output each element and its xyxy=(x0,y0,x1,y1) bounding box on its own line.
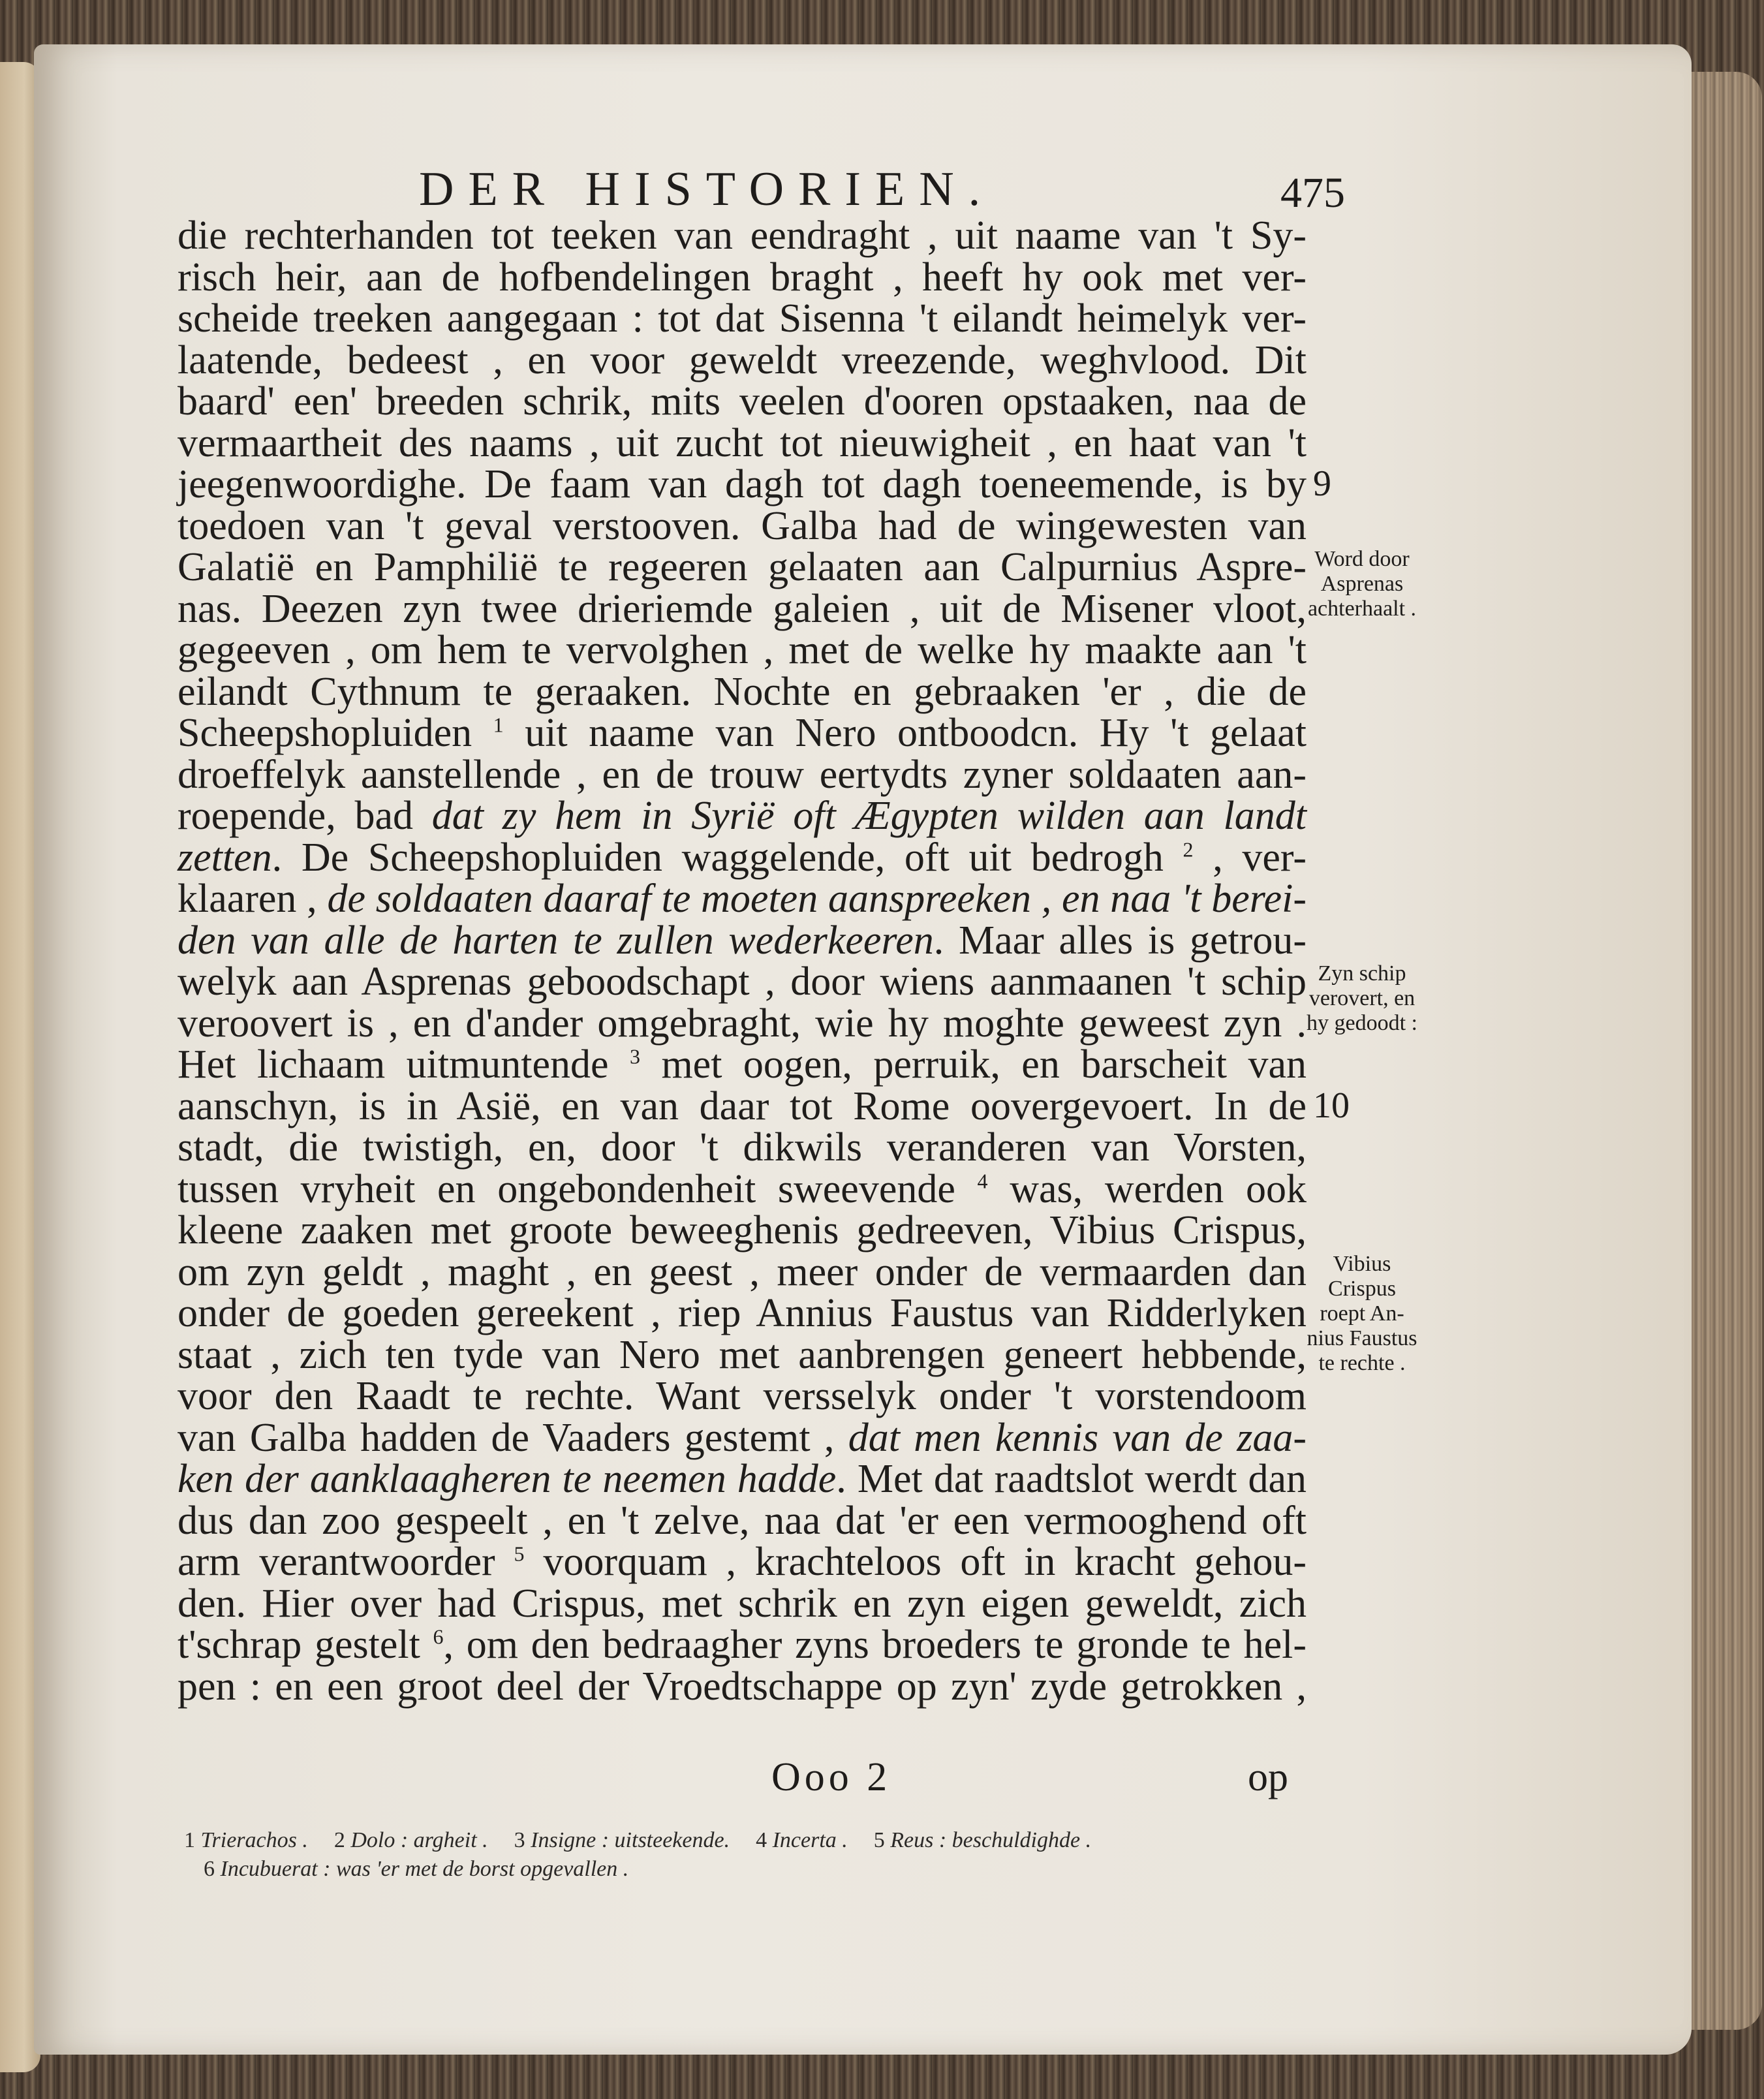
text-line xyxy=(178,1332,1307,1377)
text-line xyxy=(178,298,1307,340)
text-run: arm verantwoorder xyxy=(178,1540,514,1584)
text-line xyxy=(178,1415,1307,1460)
footnote xyxy=(334,1828,488,1852)
section-number: 9 xyxy=(1313,463,1331,504)
text-run: risch heir, aan de hofbendelingen braght , heeft hy ook met ver- xyxy=(178,255,1307,300)
text-run: . Met dat raadtslot werdt dan xyxy=(836,1457,1307,1501)
text-line xyxy=(178,796,1307,837)
text-run: pen : en een groot deel der Vroedtschappe op zyn' zyde getrokken , xyxy=(178,1664,1307,1709)
text-line xyxy=(178,420,1307,465)
text-line xyxy=(178,547,1307,589)
text-run: was, werden ook xyxy=(987,1166,1307,1211)
footnote-marker: 5 xyxy=(514,1542,525,1566)
text-line xyxy=(178,1625,1307,1666)
text-line xyxy=(178,1210,1307,1252)
text-run: tussen vryheit en ongebondenheit sweevende xyxy=(178,1166,978,1211)
footnotes xyxy=(184,1826,1117,1884)
text-line xyxy=(178,1044,1307,1086)
text-line xyxy=(178,1293,1307,1335)
footnote-marker: 6 xyxy=(433,1625,444,1649)
text-line xyxy=(178,257,1307,299)
text-run: jeegenwoordighe. De faam van dagh tot dagh toeneemende, is by xyxy=(178,462,1307,506)
margin-note xyxy=(1297,547,1427,621)
text-run: t'schrap gestelt xyxy=(178,1623,433,1667)
italic-quote: zetten xyxy=(178,835,272,880)
text-run: gegeeven , om hem te vervolghen , met de welke hy maakte aan 't xyxy=(178,628,1307,672)
text-run: den. Hier over had Crispus, met schrik en zyn eigen geweldt, zich xyxy=(178,1581,1307,1626)
footnote-text: Reus : beschuldighde . xyxy=(890,1828,1092,1852)
text-run: dus dan zoo gespeelt , en 't zelve, naa dat 'er een vermooghend oft xyxy=(178,1498,1307,1543)
text-run: scheide treeken aangegaan : tot dat Sisenna 't eilandt heimelyk ver- xyxy=(178,296,1307,341)
margin-note-line: verovert, en xyxy=(1308,986,1416,1010)
text-run: vermaartheit des naams , uit zucht tot nieuwigheit , en haat van 't xyxy=(178,420,1307,465)
text-run: . Maar alles is getrou- xyxy=(933,918,1307,963)
footnote xyxy=(184,1828,308,1852)
footnote xyxy=(756,1828,848,1852)
text-run: met oogen, perruik, en barscheit van xyxy=(640,1042,1307,1087)
margin-note-line: achterhaalt . xyxy=(1307,597,1417,621)
text-run: toedoen van 't geval verstooven. Galba had de wingewesten van xyxy=(178,503,1307,548)
footnote-number: 2 xyxy=(333,1828,351,1852)
margin-note-line: hy gedoodt : xyxy=(1307,1011,1417,1035)
text-run: kleene zaaken met groote beweeghenis gedreeven, Vibius Crispus, xyxy=(178,1208,1307,1252)
text-run: . De Scheepshopluiden waggelende, oft uit bedrogh xyxy=(271,835,1183,880)
margin-note-line: Zyn schip xyxy=(1318,961,1406,986)
running-title: DER HISTORIEN. xyxy=(419,163,995,216)
footnote-marker: 1 xyxy=(493,713,504,737)
margin-note-line: roept An- xyxy=(1320,1301,1404,1326)
italic-quote: ken der aanklaagheren te neemen hadde xyxy=(178,1457,837,1501)
footnote-marker: 4 xyxy=(977,1168,988,1192)
footnote-marker: 2 xyxy=(1183,837,1194,861)
italic-quote: de soldaaten daaraf te moeten aanspreeken , en naa 't berei- xyxy=(327,877,1307,921)
text-line xyxy=(178,381,1307,423)
footnote-text: Incubuerat : was 'er met de borst opgevallen . xyxy=(220,1857,629,1881)
text-line xyxy=(178,1083,1307,1128)
margin-note-line: Asprenas xyxy=(1320,572,1404,596)
text-run: Galatië en Pamphilië te regeeren gelaaten aan Calpurnius Aspre- xyxy=(178,545,1307,589)
footnote-number: 1 xyxy=(184,1828,201,1852)
text-line xyxy=(178,1376,1307,1418)
italic-quote: den van alle de harten te zullen wederkeeren xyxy=(178,918,934,963)
text-line xyxy=(178,837,1307,879)
text-line xyxy=(178,464,1307,506)
footnote-number: 4 xyxy=(756,1828,773,1852)
margin-note xyxy=(1297,961,1427,1036)
book-page xyxy=(34,44,1692,2055)
margin-note-line: te rechte . xyxy=(1318,1350,1406,1375)
footnote-text: Dolo : argheit . xyxy=(350,1828,488,1852)
footnote xyxy=(204,1857,628,1881)
text-line xyxy=(178,1666,1307,1708)
text-line xyxy=(178,669,1307,714)
text-run: eilandt Cythnum te geraaken. Nochte en gebraaken 'er , die de xyxy=(178,669,1307,714)
text-line xyxy=(178,630,1307,672)
text-run: staat , zich ten tyde van Nero met aanbrengen geneert hebbende, xyxy=(178,1332,1307,1377)
text-run: van Galba hadden de Vaaders gestemt , xyxy=(178,1415,848,1460)
margin-note xyxy=(1297,1252,1427,1376)
text-line xyxy=(178,1542,1307,1583)
text-run: droeffelyk aanstellende , en de trouw eertydts zyner soldaaten aan- xyxy=(178,752,1307,797)
text-run: aanschyn, is in Asië, en van daar tot Rome oovergevoert. In de xyxy=(178,1083,1307,1128)
text-run: voorquam , krachteloos oft in kracht gehou- xyxy=(524,1540,1307,1584)
footnote-marker: 3 xyxy=(630,1044,641,1068)
text-run: stadt, die twistigh, en, door 't dikwils veranderen van Vorsten, xyxy=(178,1125,1307,1170)
footnote xyxy=(874,1828,1091,1852)
text-line xyxy=(178,503,1307,548)
footnote-row xyxy=(184,1855,1117,1884)
text-line xyxy=(178,1500,1307,1542)
footnote xyxy=(514,1828,730,1852)
page-stack-edges xyxy=(1684,72,1762,2030)
text-run: veroovert is , en d'ander omgebraght, wie hy moghte geweest zyn . xyxy=(178,1001,1307,1046)
text-line xyxy=(178,1459,1307,1500)
text-run: , om den bedraagher zyns broeders te gronde te hel- xyxy=(443,1623,1307,1667)
text-run: om zyn geldt , maght , en geest , meer onder de vermaarden dan xyxy=(178,1249,1307,1294)
text-run: uit naame van Nero ontboodcn. Hy 't gelaat xyxy=(503,711,1307,755)
text-line xyxy=(178,586,1307,631)
italic-quote: dat men kennis van de zaa- xyxy=(848,1415,1307,1460)
text-line xyxy=(178,337,1307,382)
footnote-text: Incerta . xyxy=(772,1828,848,1852)
text-run: , ver- xyxy=(1193,835,1307,880)
text-line xyxy=(178,1583,1307,1625)
text-line xyxy=(178,878,1307,920)
text-line xyxy=(178,1003,1307,1045)
margin-note-line: nius Faustus xyxy=(1307,1326,1417,1350)
footnote-number: 6 xyxy=(204,1857,221,1881)
text-line xyxy=(178,961,1307,1003)
text-line xyxy=(178,1166,1307,1211)
margin-note-line: Crispus xyxy=(1328,1276,1396,1301)
catchword: op xyxy=(1248,1755,1288,1799)
text-line xyxy=(178,713,1307,754)
text-run: onder de goeden gereekent , riep Annius Faustus van Ridderlyken xyxy=(178,1291,1307,1335)
footnote-text: Insigne : uitsteekende. xyxy=(531,1828,730,1852)
text-run: roepende, bad xyxy=(178,794,432,838)
text-line xyxy=(178,1127,1307,1169)
footnote-number: 3 xyxy=(514,1828,531,1852)
margin-note-line: Vibius xyxy=(1333,1251,1391,1276)
text-run: Scheepshopluiden xyxy=(178,711,493,755)
text-line xyxy=(178,920,1307,962)
section-number: 10 xyxy=(1313,1085,1350,1126)
footnote-text: Trierachos . xyxy=(200,1828,308,1852)
text-run: klaaren , xyxy=(178,877,328,921)
text-run: baard' een' breeden schrik, mits veelen d'ooren opstaaken, naa de xyxy=(178,379,1307,424)
text-line xyxy=(178,1249,1307,1294)
text-run: laatende, bedeest , en voor geweldt vreezende, weghvlood. Dit xyxy=(178,337,1307,382)
page-number: 475 xyxy=(1280,169,1345,217)
text-run: die rechterhanden tot teeken van eendraght , uit naame van 't Sy- xyxy=(178,213,1307,258)
text-line xyxy=(178,215,1307,257)
margin-note-line: Word door xyxy=(1314,547,1410,571)
footnote-number: 5 xyxy=(873,1828,891,1852)
text-line xyxy=(178,754,1307,796)
text-run: Het lichaam uitmuntende xyxy=(178,1042,630,1087)
text-run: voor den Raadt te rechte. Want versselyk onder 't vorstendoom xyxy=(178,1374,1307,1418)
text-run: welyk aan Asprenas geboodschapt , door wiens aanmaanen 't schip xyxy=(178,959,1307,1004)
footnote-row xyxy=(184,1826,1117,1855)
body-text xyxy=(178,215,1307,1707)
text-run: nas. Deezen zyn twee drieriemde galeien , uit de Misener vloot, xyxy=(178,586,1307,631)
italic-quote: dat zy hem in Syrië oft Ægypten wilden aan landt xyxy=(431,794,1307,838)
printer-signature: Ooo 2 xyxy=(771,1755,891,1799)
